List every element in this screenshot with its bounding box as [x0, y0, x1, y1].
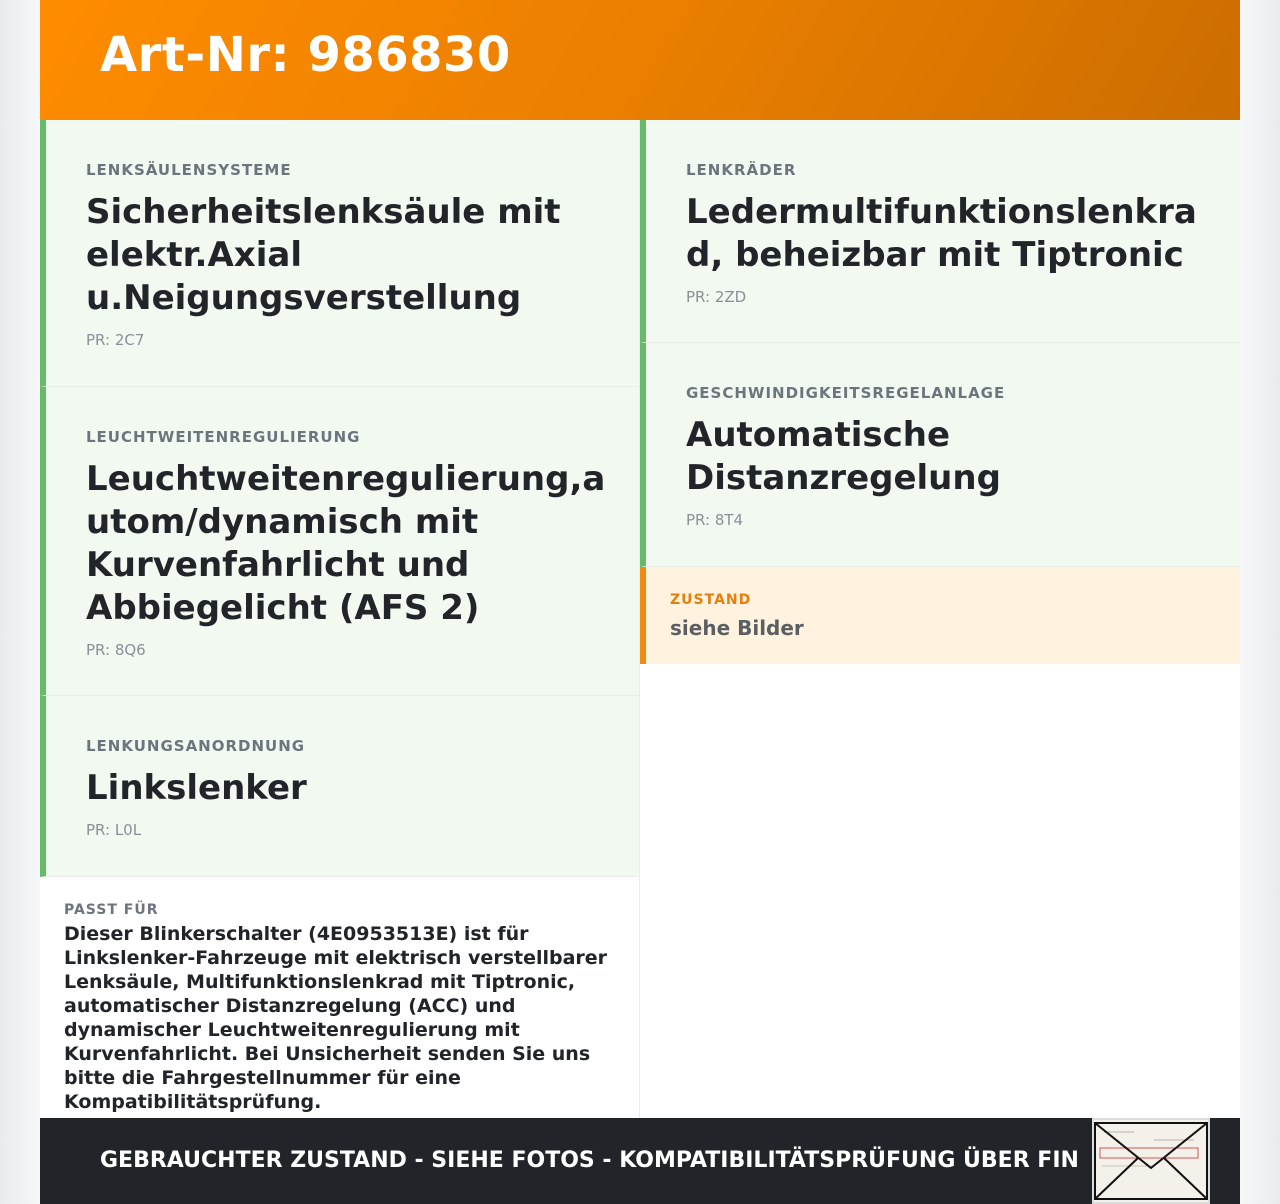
left-column — [40, 120, 640, 1118]
condition-box — [640, 567, 1240, 664]
feature-title: Automatische Distanzregelung — [686, 415, 1001, 498]
feature-category: LENKUNGSANORDNUNG — [86, 737, 306, 755]
header-banner — [40, 0, 1240, 120]
fits-section — [40, 877, 639, 1114]
feature-category: LENKSÄULENSYSTEME — [86, 161, 292, 179]
mail-envelope-icon — [1094, 1120, 1208, 1202]
feature-pr-code: PR: 8Q6 — [86, 641, 146, 659]
feature-category: GESCHWINDIGKEITSREGELANLAGE — [686, 384, 1006, 402]
feature-category: LENKRÄDER — [686, 161, 797, 179]
feature-title: Ledermultifunktionslenkrad, beheizbar mit Tiptronic — [686, 192, 1197, 275]
feature-title: Leuchtweitenregulierung,autom/dynamisch mit Kurvenfahrlicht und Abbiegelicht (AFS 2) — [86, 459, 606, 628]
feature-card-steering-wheel — [640, 120, 1240, 343]
feature-card-steering-column — [40, 120, 639, 387]
feature-pr-code: PR: 2ZD — [686, 288, 747, 306]
fits-description: Dieser Blinkerschalter (4E0953513E) ist für Linkslenker-Fahrzeuge mit elektrisch verstellbarer Lenksäule, Multifunktionslenkrad mit Tiptronic, automatischer Distanzregelung (ACC) und dynamischer Leuchtweitenregulierung mit Kurvenfahrlicht. Bei Unsicherheit senden Sie uns bitte die Fahrgestellnummer für eine Kompatibilitätsprüfung. — [64, 923, 608, 1113]
feature-card-steering-arrangement — [40, 696, 639, 877]
registration-thumbnail[interactable] — [1092, 1118, 1210, 1204]
right-column — [640, 120, 1240, 1118]
feature-pr-code: PR: 8T4 — [686, 511, 744, 529]
feature-title: Sicherheitslenksäule mit elektr.Axial u.Neigungsverstellung — [86, 192, 561, 318]
product-card — [40, 0, 1240, 1204]
feature-category: LEUCHTWEITENREGULIERUNG — [86, 428, 361, 446]
condition-value: siehe Bilder — [670, 616, 804, 640]
article-number-title: Art-Nr: 986830 — [100, 27, 511, 83]
condition-label: ZUSTAND — [670, 592, 752, 608]
feature-card-headlight-range — [40, 387, 639, 696]
footer-text: GEBRAUCHTER ZUSTAND - SIEHE FOTOS - KOMPATIBILITÄTSPRÜFUNG ÜBER FIN — [100, 1148, 1079, 1173]
feature-card-cruise-control — [640, 343, 1240, 567]
feature-pr-code: PR: 2C7 — [86, 331, 145, 349]
fits-label: PASST FÜR — [64, 902, 159, 918]
feature-pr-code: PR: L0L — [86, 821, 142, 839]
footer-bar — [40, 1118, 1240, 1204]
feature-title: Linkslenker — [86, 768, 307, 808]
